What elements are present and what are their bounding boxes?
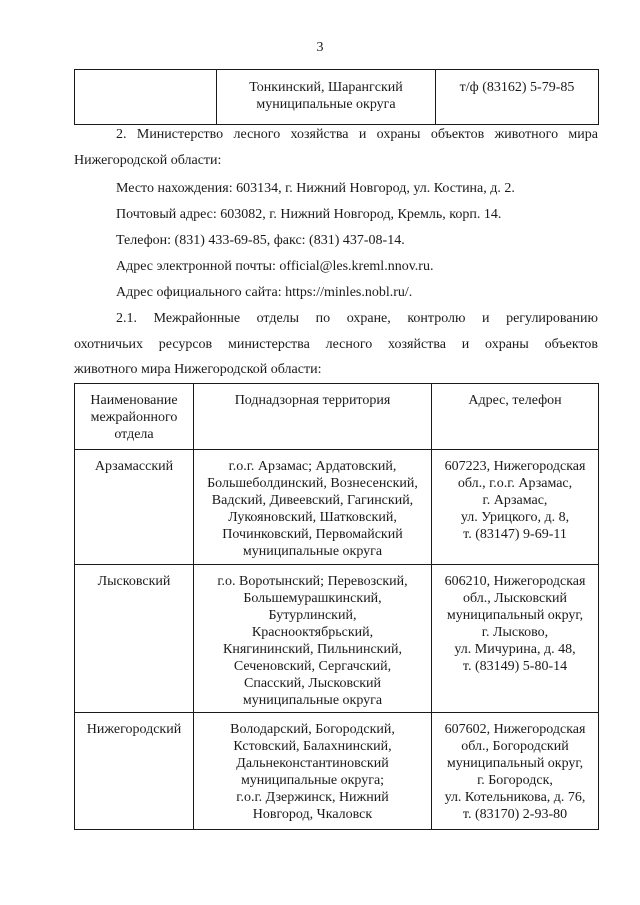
address-line: муниципальный округ, [446, 608, 584, 623]
table-cell-address [436, 70, 599, 125]
territory-cell [194, 450, 432, 565]
territory-line: Большемурашкинский, [243, 591, 382, 606]
address-line: т. (83147) 9-69-11 [463, 527, 567, 542]
territory-line: муниципальные округа [242, 693, 383, 708]
location-address: Место нахождения: 603134, г. Нижний Новгород, ул. Костина, д. 2. [116, 181, 515, 196]
department-name-text: Нижегородский [86, 722, 182, 737]
territory-line: Лукояновский, Шатковский, [228, 510, 397, 525]
address-line: г. Лысково, [481, 625, 549, 640]
territory-line: Вадский, Дивеевский, Гагинский, [211, 493, 414, 508]
territory-line: Починковский, Первомайский [222, 527, 403, 542]
header-territory [194, 384, 432, 450]
territory-line: муниципальные округа; [240, 773, 385, 788]
territory-line: муниципальные округа [256, 97, 396, 112]
territory-line: Дальнеконстантиновский [236, 756, 389, 771]
table-cell-name [75, 70, 217, 125]
territory-line: г.о.г. Дзержинск, Нижний [236, 790, 389, 805]
section2-heading-line1: 2. Министерство лесного хозяйства и охраны объектов животного мира [116, 127, 598, 142]
phone-fax: Телефон: (831) 433-69-85, факс: (831) 437-08-14. [116, 233, 405, 248]
address-line: муниципальный округ, [446, 756, 584, 771]
table-row [75, 565, 599, 713]
territory-line: Тонкинский, Шарангский [249, 80, 403, 95]
territory-line: Сеченовский, Сергачский, [233, 659, 392, 674]
header-name [75, 384, 194, 450]
territory-line: Княгининский, Пильнинский, [223, 642, 402, 657]
page-number: 3 [316, 40, 324, 55]
department-name-text: Лысковский [97, 574, 171, 589]
territory-line: Краснооктябрьский, [251, 625, 374, 640]
address-line: 607223, Нижегородская [444, 459, 586, 474]
department-name [75, 565, 194, 713]
address-line: 606210, Нижегородская [444, 574, 586, 589]
territory-line: Большеболдинский, Вознесенский, [207, 476, 418, 491]
address-line: обл., Лысковский [463, 591, 567, 606]
section2-heading-line2: Нижегородской области: [74, 153, 222, 168]
header-line: Поднадзорная территория [234, 393, 391, 408]
table-header-row [75, 384, 599, 450]
territory-line: Новгород, Чкаловск [252, 807, 373, 822]
header-line: отдела [114, 427, 154, 442]
department-name [75, 713, 194, 830]
department-name [75, 450, 194, 565]
address-line: обл., Богородский [461, 739, 569, 754]
address-line: г. Арзамас, [482, 493, 548, 508]
address-cell [432, 450, 599, 565]
address-line: ул. Котельникова, д. 76, [444, 790, 586, 805]
header-address [432, 384, 599, 450]
header-line: межрайонного [90, 410, 178, 425]
header-line: Наименование [90, 393, 178, 408]
department-name-text: Арзамасский [94, 459, 174, 474]
departments-table [74, 383, 599, 830]
address-cell [432, 565, 599, 713]
table-cell-territory [217, 70, 436, 125]
table-row [75, 70, 599, 125]
territory-line: Бутурлинский, [268, 608, 357, 623]
territory-cell [194, 713, 432, 830]
continuation-table [74, 69, 599, 125]
address-line: ул. Урицкого, д. 8, [460, 510, 570, 525]
address-line: т. (83149) 5-80-14 [462, 659, 568, 674]
territory-line: г.о. Воротынский; Перевозский, [217, 574, 408, 589]
territory-line: Кстовский, Балахнинский, [233, 739, 392, 754]
section21-line2: охотничьих ресурсов министерства лесного хозяйства и охраны объектов [74, 337, 598, 352]
table-row [75, 450, 599, 565]
section21-line3: животного мира Нижегородской области: [74, 362, 322, 377]
email-address: Адрес электронной почты: official@les.kreml.nnov.ru. [116, 259, 434, 274]
address-line: г. Богородск, [477, 773, 553, 788]
address-line: обл., г.о.г. Арзамас, [457, 476, 573, 491]
address-line: ул. Мичурина, д. 48, [454, 642, 576, 657]
address-line: т. (83170) 2-93-80 [462, 807, 568, 822]
territory-line: Спасский, Лысковский [244, 676, 381, 691]
website-address: Адрес официального сайта: https://minles.nobl.ru/. [116, 285, 413, 300]
table-row [75, 713, 599, 830]
territory-cell [194, 565, 432, 713]
territory-line: муниципальные округа [242, 544, 383, 559]
address-cell [432, 713, 599, 830]
section21-line1: 2.1. Межрайонные отделы по охране, контролю и регулированию [116, 311, 598, 326]
header-line: Адрес, телефон [468, 393, 562, 408]
territory-line: г.о.г. Арзамас; Ардатовский, [228, 459, 397, 474]
phone-line: т/ф (83162) 5-79-85 [459, 80, 575, 95]
territory-line: Володарский, Богородский, [230, 722, 395, 737]
postal-address: Почтовый адрес: 603082, г. Нижний Новгород, Кремль, корп. 14. [116, 207, 502, 222]
address-line: 607602, Нижегородская [444, 722, 586, 737]
